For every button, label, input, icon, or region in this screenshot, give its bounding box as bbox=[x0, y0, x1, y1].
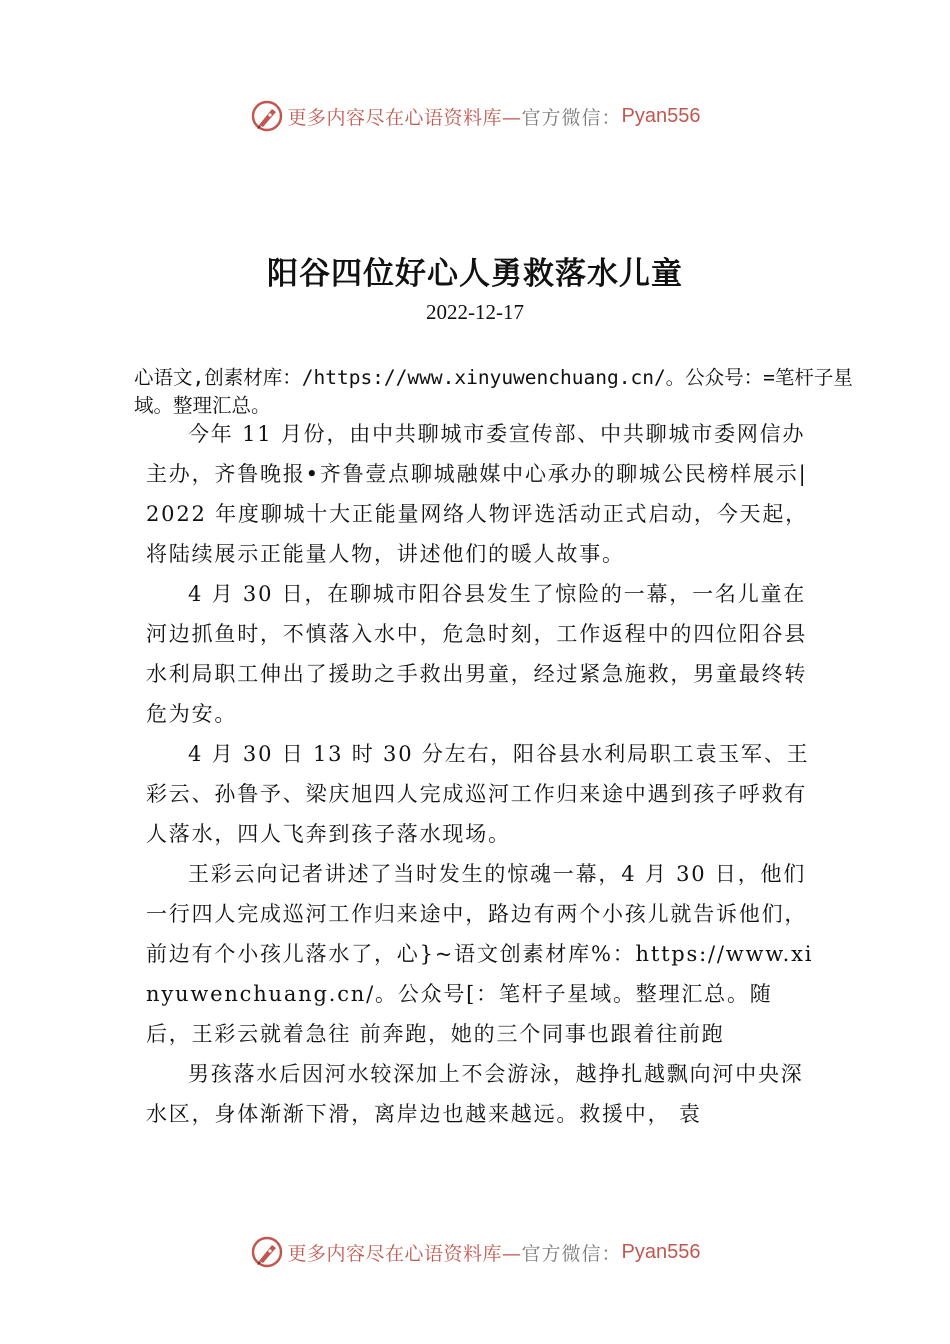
banner-main-text: 更多内容尽在心语资料库— bbox=[287, 1242, 522, 1265]
banner-account: Pyan556 bbox=[621, 104, 701, 127]
footer-banner bbox=[0, 1232, 950, 1272]
article-intro: 心语文,创素材库：/https://www.xinyuwenchuang.cn/。公众号：=笔杆子星域。整理汇总。 bbox=[134, 366, 853, 417]
pen-logo-icon bbox=[250, 99, 284, 133]
banner-main-text: 更多内容尽在心语资料库— bbox=[287, 106, 522, 129]
paragraph: 男孩落水后因河水较深加上不会游泳，越挣扎越飘向河中央深水区，身体渐渐下滑，离岸边也越来越远。救援中， 袁 bbox=[146, 1062, 804, 1126]
header-banner bbox=[0, 96, 950, 136]
paragraph: 4 月 30 日，在聊城市阳谷县发生了惊险的一幕，一名儿童在河边抓鱼时，不慎落入水中，危急时刻，工作返程中的四位阳谷县水利局职工伸出了援助之手救出男童，经过紧急施救，男童最终转危为安。 bbox=[146, 582, 808, 726]
pen-logo-icon bbox=[250, 1235, 284, 1269]
article-date: 2022-12-17 bbox=[426, 300, 524, 324]
paragraph: 王彩云向记者讲述了当时发生的惊魂一幕，4 月 30 日，他们一行四人完成巡河工作归来途中，路边有两个小孩儿就告诉他们，前边有个小孩儿落水了，心}~语文创素材库%：https://www.xinyuwenchuang.cn/。公众号[：笔杆子星域。整理汇总。随后，王彩云就着急往 前奔跑，她的三个同事也跟着往前跑 bbox=[146, 862, 814, 1046]
banner-account: Pyan556 bbox=[621, 1240, 701, 1263]
paragraph: 4 月 30 日 13 时 30 分左右，阳谷县水利局职工袁玉军、王彩云、孙鲁予、梁庆旭四人完成巡河工作归来途中遇到孩子呼救有人落水，四人飞奔到孩子落水现场。 bbox=[146, 742, 810, 846]
article-body bbox=[146, 414, 814, 1134]
banner-wechat-label: 官方微信： bbox=[521, 106, 622, 129]
paragraph: 今年 11 月份，由中共聊城市委宣传部、中共聊城市委网信办主办，齐鲁晚报•齐鲁壹点聊城融媒中心承办的聊城公民榜样展示|2022 年度聊城十大正能量网络人物评选活动正式启动，今天起，将陆续展示正能量人物，讲述他们的暖人故事。 bbox=[146, 422, 808, 566]
banner-wechat-label: 官方微信： bbox=[521, 1242, 622, 1265]
article-title: 阳谷四位好心人勇救落水儿童 bbox=[267, 256, 683, 292]
